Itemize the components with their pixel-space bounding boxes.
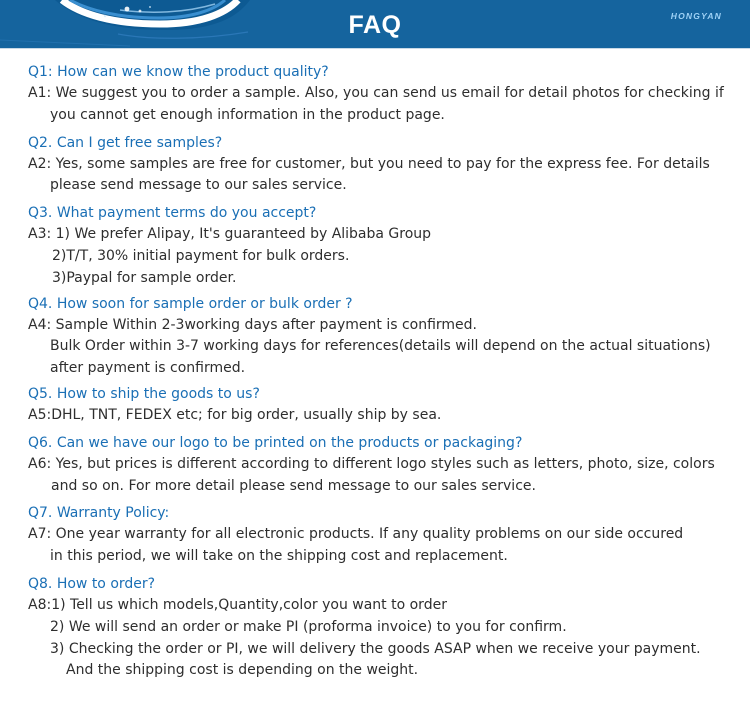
- brand-logo: HONGYAN: [670, 11, 722, 21]
- faq-answer-line: 2)T/T, 30% initial payment for bulk orders.: [52, 247, 350, 264]
- faq-item-q1: [28, 62, 744, 127]
- faq-question: Q6. Can we have our logo to be printed on the products or packaging?: [28, 434, 523, 451]
- faq-item-q8: [28, 574, 744, 682]
- faq-answer-line: A4: Sample Within 2-3working days after payment is confirmed.: [28, 316, 478, 333]
- faq-question: Q1: How can we know the product quality?: [28, 64, 329, 80]
- faq-answer-line: A6: Yes, but prices is different according to different logo styles such as letters, photo, size, colors: [28, 455, 715, 472]
- faq-item-q6: [28, 433, 744, 498]
- header-divider: [0, 48, 750, 49]
- faq-question: Q7. Warranty Policy:: [28, 505, 170, 522]
- faq-answer-line: in this period, we will take on the shipping cost and replacement.: [50, 548, 508, 565]
- faq-answer-line: A8:1) Tell us which models,Quantity,color you want to order: [28, 596, 447, 613]
- page-title: FAQ: [348, 11, 402, 39]
- faq-item-q2: [28, 133, 744, 198]
- faq-question: Q8. How to order?: [28, 575, 156, 592]
- faq-list: [28, 62, 744, 688]
- faq-question: Q4. How soon for sample order or bulk order ?: [28, 295, 353, 312]
- faq-banner: [0, 0, 750, 48]
- faq-answer-line: 2) We will send an order or make PI (proforma invoice) to you for confirm.: [50, 618, 567, 635]
- faq-answer-line: 3)Paypal for sample order.: [52, 269, 237, 286]
- faq-answer-line: A7: One year warranty for all electronic products. If any quality problems on our side occured: [28, 526, 684, 543]
- faq-item-q7: [28, 503, 744, 568]
- faq-answer-line: you cannot get enough information in the product page.: [50, 106, 445, 123]
- faq-answer-line: after payment is confirmed.: [50, 360, 246, 377]
- faq-question: Q2. Can I get free samples?: [28, 134, 223, 151]
- faq-answer-line: A2: Yes, some samples are free for customer, but you need to pay for the express fee. For details: [28, 155, 710, 172]
- faq-item-q3: [28, 203, 744, 289]
- faq-answer-line: 3) Checking the order or PI, we will delivery the goods ASAP when we receive your payment.: [50, 640, 701, 657]
- faq-answer-line: A1: We suggest you to order a sample. Also, you can send us email for detail photos for checking if: [28, 85, 724, 101]
- faq-answer-line: please send message to our sales service.: [50, 177, 347, 194]
- faq-answer-line: A3: 1) We prefer Alipay, It's guaranteed by Alibaba Group: [28, 226, 432, 243]
- faq-answer-line: and so on. For more detail please send message to our sales service.: [51, 477, 536, 494]
- faq-answer-line: And the shipping cost is depending on the weight.: [66, 662, 419, 679]
- faq-item-q5: [28, 384, 744, 427]
- faq-question: Q5. How to ship the goods to us?: [28, 385, 260, 402]
- faq-question: Q3. What payment terms do you accept?: [28, 205, 317, 222]
- faq-item-q4: [28, 294, 744, 380]
- faq-answer-line: Bulk Order within 3-7 working days for references(details will depend on the actual situations): [50, 338, 711, 355]
- faq-answer-line: A5:DHL, TNT, FEDEX etc; for big order, usually ship by sea.: [28, 406, 442, 423]
